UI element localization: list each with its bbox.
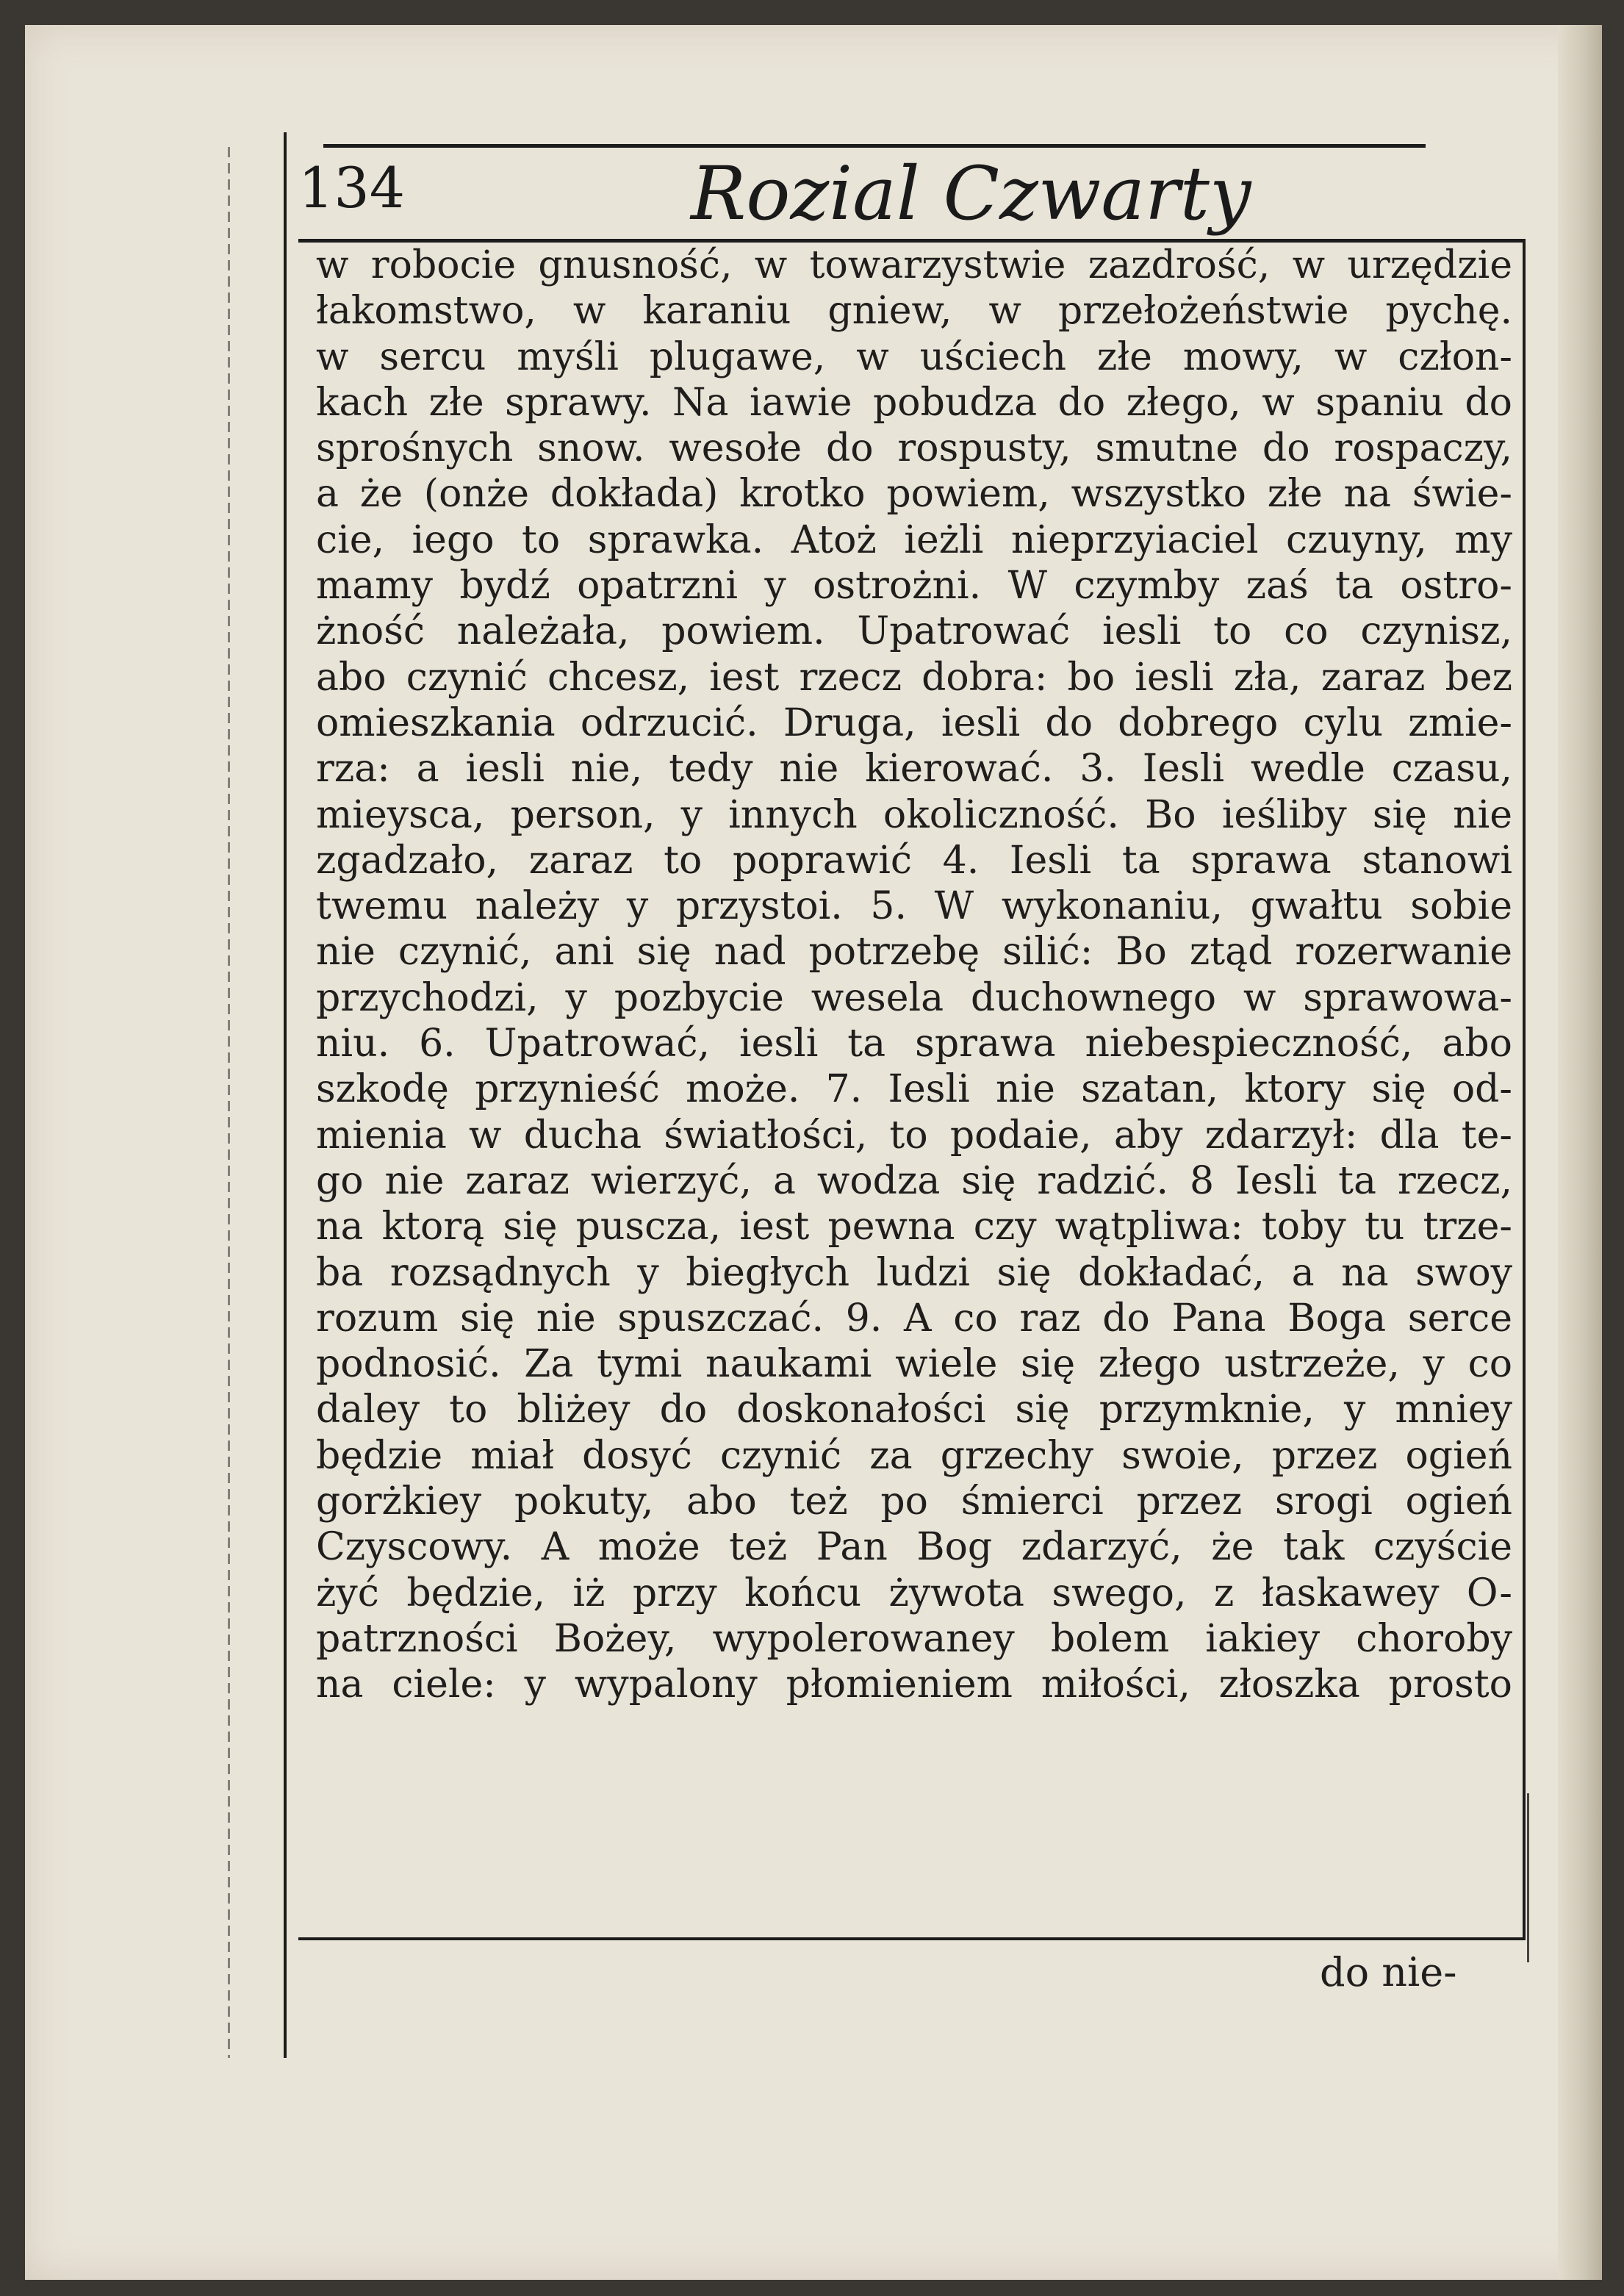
text-line: twemu należy y przystoi. 5. W wykonaniu, gwałtu sobie (316, 884, 1512, 929)
catchword: do nie- (1320, 1949, 1457, 1995)
text-line: a że (onże dokłada) krotko powiem, wszystko złe na świe- (316, 472, 1512, 517)
text-line: będzie miał dosyć czynić za grzechy swoie, przez ogień (316, 1433, 1512, 1478)
text-line: go nie zaraz wierzyć, a wodza się radzić. 8 Iesli ta rzecz, (316, 1158, 1512, 1203)
left-margin-rule (228, 147, 230, 2058)
text-line: Czyscowy. A może też Pan Bog zdarzyć, że tak czyście (316, 1525, 1512, 1570)
text-block (298, 243, 1526, 1940)
page-header (294, 151, 1528, 239)
text-line: rozum się nie spuszczać. 9. A co raz do Pana Boga serce (316, 1296, 1512, 1341)
text-line: sprośnych snow. wesołe do rospusty, smutne do rospaczy, (316, 426, 1512, 471)
top-rule (323, 144, 1426, 148)
text-line: przychodzi, y pozbycie wesela duchownego w sprawowa- (316, 975, 1512, 1020)
text-line: szkodę przynieść może. 7. Iesli nie szatan, ktory się od- (316, 1067, 1512, 1112)
text-line: ba rozsądnych y biegłych ludzi się dokładać, a na swoy (316, 1250, 1512, 1295)
text-line: abo czynić chcesz, iest rzecz dobra: bo iesli zła, zaraz bez (316, 655, 1512, 700)
text-line: w sercu myśli plugawe, w uściech złe mowy, w człon- (316, 334, 1512, 379)
text-line: gorżkiey pokuty, abo też po śmierci przez srogi ogień (316, 1479, 1512, 1524)
text-line: omieszkania odrzucić. Druga, iesli do dobrego cylu zmie- (316, 700, 1512, 745)
text-line: cie, iego to sprawka. Atoż ieżli nieprzyiaciel czuyny, my (316, 517, 1512, 562)
text-line: nie czynić, ani się nad potrzebę silić: Bo ztąd rozerwanie (316, 930, 1512, 975)
text-line: zgadzało, zaraz to poprawić 4. Iesli ta sprawa stanowi (316, 838, 1512, 883)
text-line: żyć będzie, iż przy końcu żywota swego, z łaskawey O- (316, 1571, 1512, 1615)
text-line: daley to bliżey do doskonałości się przymknie, y mniey (316, 1388, 1512, 1432)
text-line: podnosić. Za tymi naukami wiele się złego ustrzeże, y co (316, 1342, 1512, 1387)
text-line: mieysca, person, y innych okoliczność. Bo ieśliby się nie (316, 792, 1512, 837)
text-line: niu. 6. Upatrować, iesli ta sprawa niebespieczność, abo (316, 1022, 1512, 1066)
text-line: patrzności Bożey, wypolerowaney bolem iakiey choroby (316, 1616, 1512, 1661)
page-spine-shadow (1558, 25, 1602, 2280)
text-line: kach złe sprawy. Na iawie pobudza do złego, w spaniu do (316, 380, 1512, 425)
text-line: mienia w ducha światłości, to podaie, aby zdarzył: dla te- (316, 1113, 1512, 1158)
page-number: 134 (298, 155, 406, 220)
text-line: na ciele: y wypalony płomieniem miłości, złoszka prosto (316, 1662, 1512, 1707)
text-line: na ktorą się puscza, iest pewna czy wątpliwa: toby tu trze- (316, 1205, 1512, 1249)
running-title: Rozial Czwarty (691, 151, 1251, 237)
body-text (316, 243, 1512, 1708)
text-line: mamy bydź opatrzni y ostrożni. W czymby zaś ta ostro- (316, 564, 1512, 609)
text-line: żność należała, powiem. Upatrować iesli to co czynisz, (316, 609, 1512, 654)
right-margin-mark (1527, 1793, 1529, 1962)
text-line: w robocie gnusność, w towarzystwie zazdrość, w urzędzie (316, 243, 1512, 287)
text-line: łakomstwo, w karaniu gniew, w przełożeństwie pychę. (316, 289, 1512, 334)
text-line: rza: a iesli nie, tedy nie kierować. 3. Iesli wedle czasu, (316, 747, 1512, 792)
